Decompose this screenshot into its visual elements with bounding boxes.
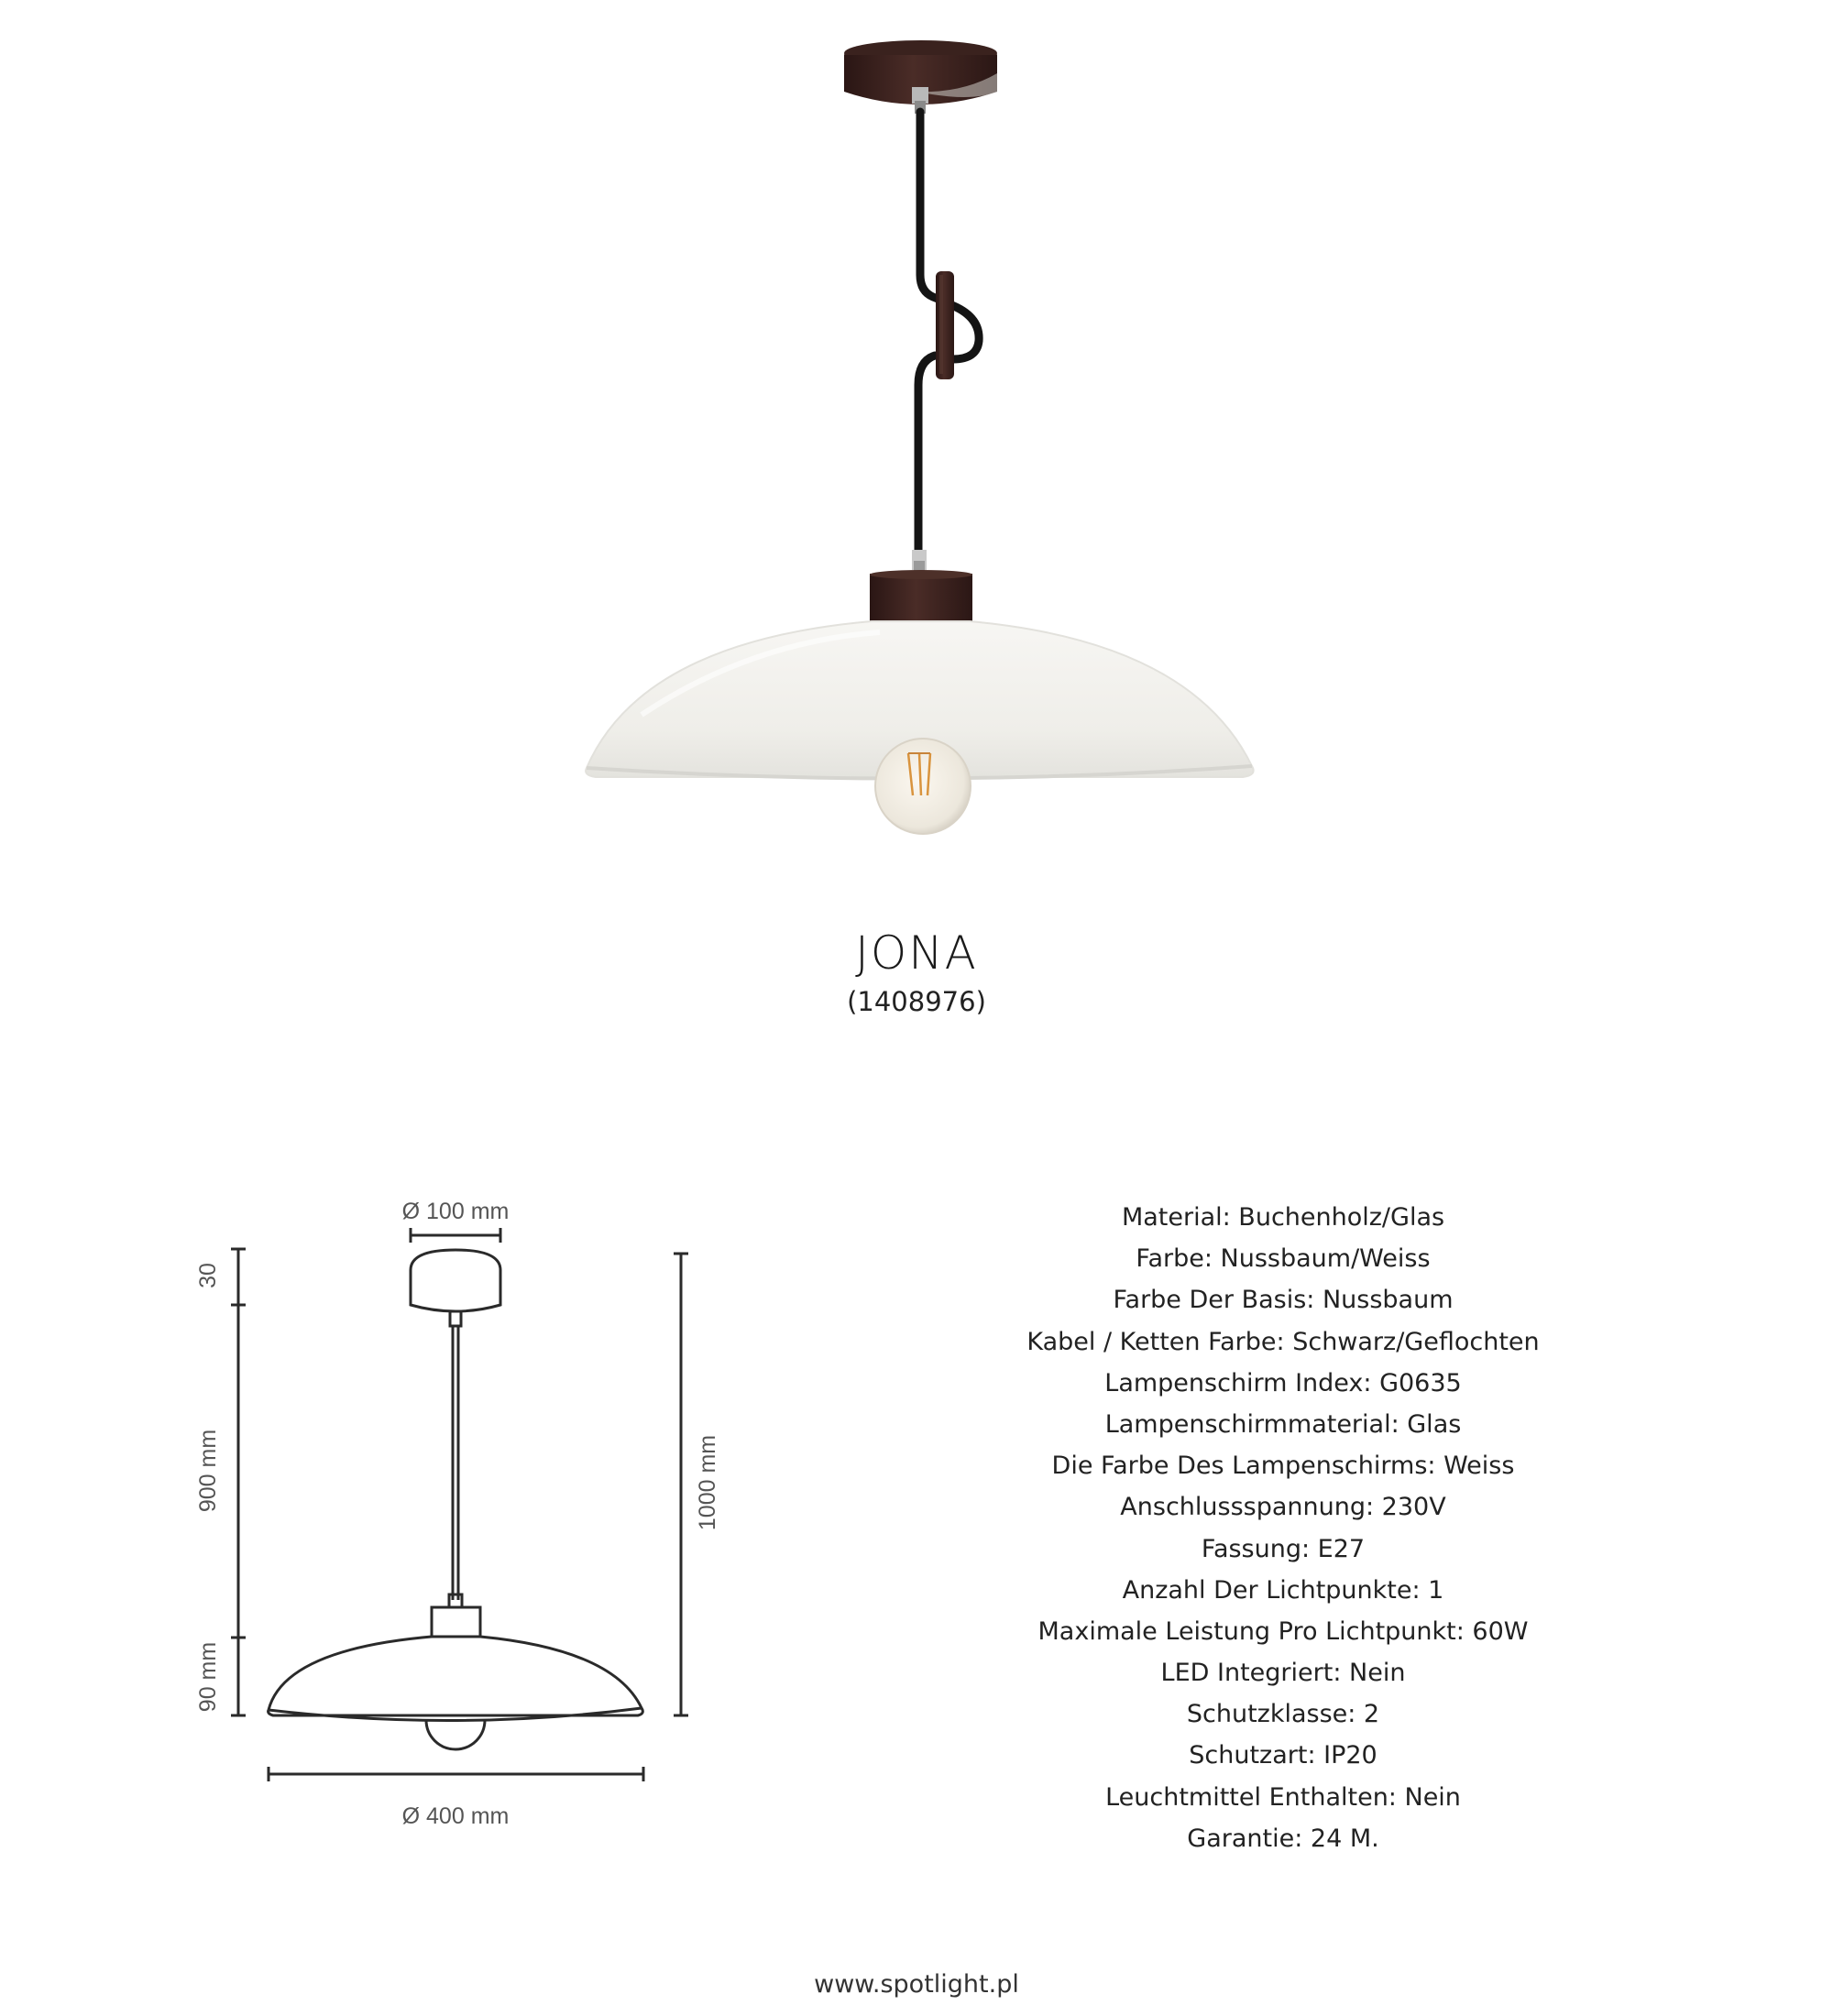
spec-cable-color: Kabel / Ketten Farbe: Schwarz/Geflochten [1026,1327,1540,1356]
lamp-holder [870,550,972,625]
left-height-dimension [231,1249,246,1715]
top-diameter-dimension [411,1228,500,1243]
spec-voltage: Anschlussspannung: 230V [1120,1493,1446,1522]
cable-clip-icon [936,271,954,379]
footer-url: www.spotlight.pl [814,1970,1019,1999]
spec-warranty: Garantie: 24 M. [1187,1824,1379,1853]
product-code: (1408976) [847,986,986,1017]
lamp-outline [269,1250,643,1749]
bottom-diameter-label: Ø 400 mm [401,1803,510,1829]
spec-color: Farbe: Nussbaum/Weiss [1136,1244,1431,1274]
light-bulb-icon [875,739,971,834]
product-title: JONA [855,926,978,980]
bottom-diameter-dimension [269,1767,643,1781]
spec-led-integrated: LED Integriert: Nein [1160,1659,1406,1688]
spec-max-power: Maximale Leistung Pro Lichtpunkt: 60W [1037,1616,1529,1646]
spec-shade-index: Lampenschirm Index: G0635 [1104,1368,1462,1397]
spec-socket: Fassung: E27 [1201,1534,1366,1563]
top-diameter-label: Ø 100 mm [401,1199,510,1224]
total-height-dimension [674,1254,688,1715]
spec-bulb-included: Leuchtmittel Enthalten: Nein [1105,1782,1461,1812]
canopy-height-label: 30 [195,1263,221,1288]
spec-material: Material: Buchenholz/Glas [1121,1203,1445,1232]
ceiling-canopy [844,40,997,114]
cable-length-label: 900 mm [195,1429,221,1513]
spec-shade-material: Lampenschirmmaterial: Glas [1104,1409,1462,1439]
spec-shade-color: Die Farbe Des Lampenschirms: Weiss [1051,1452,1515,1481]
specifications-list [962,1197,1604,1859]
spec-light-points: Anzahl Der Lichtpunkte: 1 [1122,1575,1444,1605]
total-height-label: 1000 mm [695,1434,720,1531]
product-photo [0,0,1833,880]
spec-protection-class: Schutzklasse: 2 [1186,1700,1380,1729]
spec-base-color: Farbe Der Basis: Nussbaum [1113,1286,1454,1315]
spec-ip-rating: Schutzart: IP20 [1189,1741,1377,1770]
dimension-drawing [174,1191,779,1851]
shade-height-label: 90 mm [195,1641,221,1713]
